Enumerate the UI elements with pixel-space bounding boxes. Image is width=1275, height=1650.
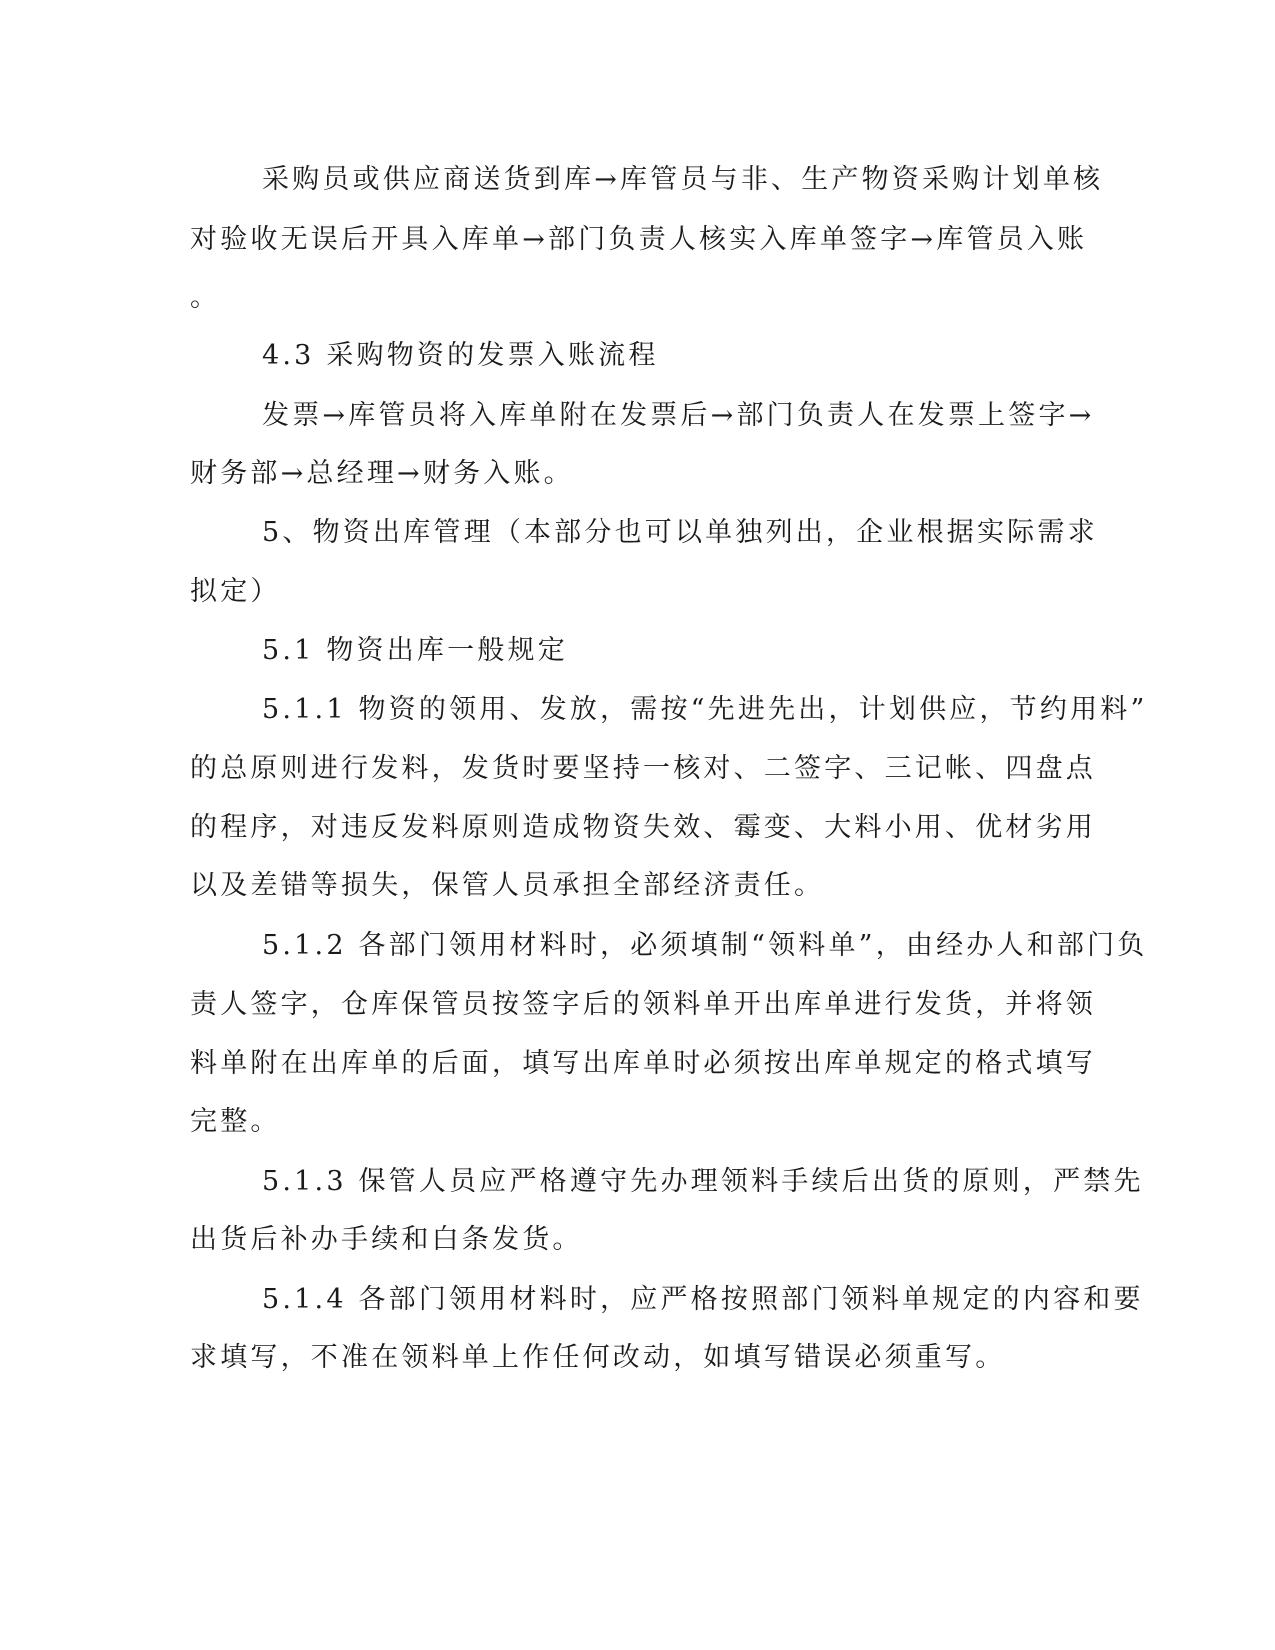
section-heading: 5、物资出库管理（本部分也可以单独列出，企业根据实际需求 xyxy=(262,517,1098,548)
text-line: 完整。 xyxy=(190,1106,281,1137)
text-line: 5.1.4 各部门领用材料时，应严格按照部门领料单规定的内容和要 xyxy=(262,1284,1144,1315)
text-line: 5.1.3 保管人员应严格遵守先办理领料手续后出货的原则，严禁先 xyxy=(262,1166,1144,1197)
text-line: 以及差错等损失，保管人员承担全部经济责任。 xyxy=(190,870,825,901)
text-line: 5.1.2 各部门领用材料时，必须填制“领料单”，由经办人和部门负 xyxy=(262,930,1148,961)
section-heading: 5.1 物资出库一般规定 xyxy=(262,635,568,666)
text-line: 责人签字，仓库保管员按签字后的领料单开出库单进行发货，并将领 xyxy=(190,989,1096,1020)
text-line: 采购员或供应商送货到库→库管员与非、生产物资采购计划单核 xyxy=(262,164,1104,195)
text-line: 5.1.1 物资的领用、发放，需按“先进先出，计划供应，节约用料” xyxy=(262,694,1148,725)
text-line: 。 xyxy=(190,282,221,313)
text-line: 的总原则进行发料，发货时要坚持一核对、二签字、三记帐、四盘点 xyxy=(190,753,1096,784)
text-line: 发票→库管员将入库单附在发票后→部门负责人在发票上签字→ xyxy=(262,400,1095,431)
text-line: 财务部→总经理→财务入账。 xyxy=(190,458,574,489)
text-line: 对验收无误后开具入库单→部门负责人核实入库单签字→库管员入账 xyxy=(190,224,1088,255)
text-line: 的程序，对违反发料原则造成物资失效、霉变、大料小用、优材劣用 xyxy=(190,812,1096,843)
text-line: 料单附在出库单的后面，填写出库单时必须按出库单规定的格式填写 xyxy=(190,1048,1096,1079)
section-heading: 4.3 采购物资的发票入账流程 xyxy=(262,340,659,371)
text-line: 求填写，不准在领料单上作任何改动，如填写错误必须重写。 xyxy=(190,1342,1006,1373)
text-line: 拟定） xyxy=(190,576,281,607)
text-line: 出货后补办手续和白条发货。 xyxy=(190,1224,583,1255)
